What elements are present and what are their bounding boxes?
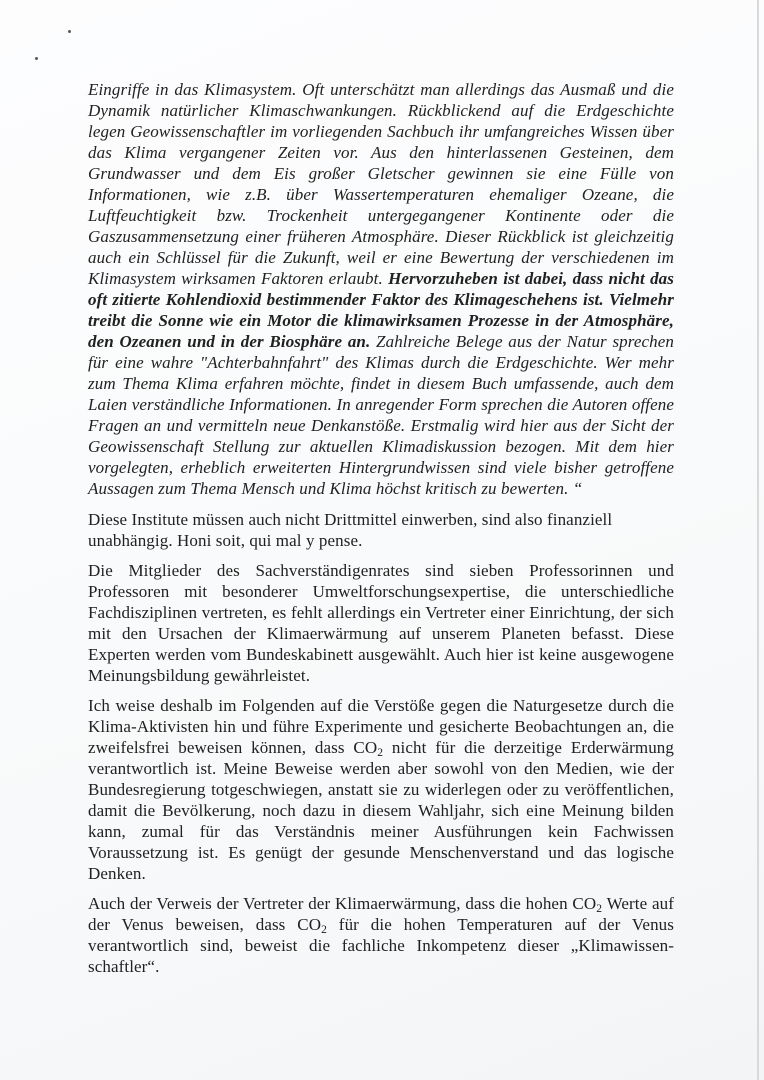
paragraph-venus-text-a: Auch der Verweis der Vertreter der Klimaerwärmung, dass die hohen CO [88, 894, 597, 913]
co2-subscript: 2 [321, 922, 327, 936]
co2-subscript: 2 [596, 901, 603, 915]
paragraph-co2-evidence-text-a: Ich weise deshalb im Folgenden auf die Verstöße gegen die Naturgesetze durch die Klima-Aktivisten hin und führe Experimente und gesicherte Beobachtungen an, die zweifelsfrei beweisen können, dass CO [88, 696, 674, 757]
quote-text-bold: Hervorzuheben ist dabei, dass nicht das oft zitierte Kohlendioxid bestimmender Faktor des Klimageschehens ist. Vielmehr treibt die Sonne wie ein Motor die klimawirksamen Prozesse in der Atmosphäre, den Ozeanen und in der Biosphäre an. [88, 269, 674, 351]
paragraph-venus [88, 893, 674, 977]
paragraph-venus-text-b: Werte auf der Venus beweisen, dass CO [88, 894, 674, 934]
quote-text-tail: Zahlreiche Belege aus der Natur sprechen für eine wahre "Achterbahnfahrt" des Klimas durch die Erdgeschichte. Wer mehr zum Thema Klima erfahren möchte, findet in diesem Buch umfassende, auch dem Laien verständliche Informationen. In anregender Form sprechen die Autoren offene Fragen an und vermitteln neue Denkanstöße. Erstmalig wird hier aus der Sicht der Geowissenschaft Stellung zur aktuellen Klimadiskussion bezogen. Mit dem hier vorgelegten, erheblich erweiterten Hintergrundwissen sind viele bisher getroffene Aussagen zum Thema Mensch und Klima höchst kritisch zu bewerten. “ [88, 332, 674, 498]
ink-speck [68, 30, 71, 33]
scan-edge-shadow [757, 0, 759, 1080]
paragraph-venus-text-c: für die hohen Temperaturen auf der Venus verantwortlich sind, beweist die fachliche Inkompetenz dieser „Klimawissen-schaftler“. [88, 915, 674, 976]
paragraph-institutes: Diese Institute müssen auch nicht Drittmittel einwerben, sind also finanziell unabhängig. Honi soit, qui mal y pense. [88, 510, 613, 550]
document-body [88, 79, 674, 986]
ink-speck [35, 57, 38, 60]
paragraph-co2-evidence-text-b: nicht für die derzeitige Erderwärmung verantwortlich ist. Meine Beweise werden aber sowohl von den Medien, wie der Bundesregierung totgeschwiegen, anstatt sie zu widerlegen oder zu veröffentlichen, damit die Bevölkerung, noch dazu in diesem Wahljahr, sich eine Meinung bilden kann, zumal für das Verständnis meiner Ausführungen kein Fachwissen Voraussetzung ist. Es genügt der gesunde Menschenverstand und das logische Denken. [88, 738, 674, 883]
quote-text-lead: Eingriffe in das Klimasystem. Oft unterschätzt man allerdings das Ausmaß und die Dynamik natürlicher Klimaschwankungen. Rückblickend auf die Erdgeschichte legen Geowissenschaftler im vorliegenden Sachbuch ihr umfangreiches Wissen über das Klima vergangener Zeiten vor. Aus den hinterlassenen Gesteinen, dem Grundwasser und dem Eis großer Gletscher gewinnen sie eine Fülle von Informationen, wie z.B. über Wassertemperaturen ehemaliger Ozeane, die Luftfeuchtigkeit bzw. Trockenheit untergegangener Kontinente oder die Gaszusammensetzung einer früheren Atmosphäre. Dieser Rückblick ist gleichzeitig auch ein Schlüssel für die Zukunft, weil er eine Bewertung der verschiedenen im Klimasystem wirksamen Faktoren erlaubt. [88, 80, 674, 288]
co2-subscript: 2 [377, 745, 384, 759]
quote-paragraph [88, 79, 674, 499]
paragraph-advisory-council: Die Mitglieder des Sachverständigenrates sind sieben Professorinnen und Professoren mit besonderer Umweltforschungsexpertise, die unterschiedliche Fachdisziplinen vertreten, es fehlt allerdings ein Vertreter einer Einrichtung, der sich mit den Ursachen der Klimaerwärmung auf unserem Planeten befasst. Diese Experten werden vom Bundeskabinett ausgewählt. Auch hier ist keine ausgewogene Meinungsbildung gewährleistet. [88, 561, 674, 685]
paragraph-co2-evidence [88, 695, 674, 884]
